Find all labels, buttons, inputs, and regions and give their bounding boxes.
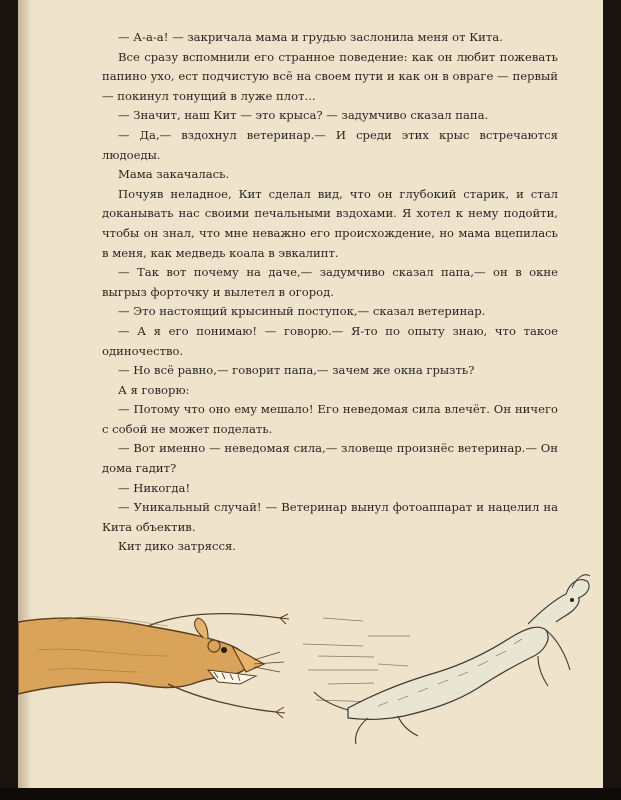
paragraph: — Потому что оно ему мешало! Его неведомая сила влечёт. Он ничего с собой не может поделать. (102, 402, 558, 436)
paragraph: Все сразу вспомнили его странное поведение: как он любит пожевать папино ухо, ест подчистую всё на своем пути и как он в овраге — первый — покинул тонущий в луже плот... (102, 49, 558, 103)
paragraph: — Так вот почему на даче,— задумчиво сказал папа,— он в окне выгрыз форточку и вылетел в огород. (102, 265, 558, 299)
paragraph: — А-а-а! — закричала мама и грудью заслонила меня от Кита. (118, 30, 503, 44)
paragraph: — Никогда! (118, 480, 191, 495)
paragraph: Мама закачалась. (118, 167, 230, 182)
paragraph: — Значит, наш Кит — это крыса? — задумчиво сказал папа. (118, 108, 489, 123)
paragraph: — Вот именно — неведомая сила,— зловеще произнёс ветеринар.— Он дома гадит? (102, 441, 558, 476)
page-text (102, 28, 558, 557)
paragraph: — Но всё равно,— говорит папа,— зачем же окна грызть? (118, 363, 475, 378)
paragraph: — Уникальный случай! — Ветеринар вынул фотоаппарат и нацелил на Кита объектив. (102, 500, 558, 534)
dog-drawing (314, 575, 590, 744)
paragraph: — А я его понимаю! — говорю.— Я-то по опыту знаю, что такое одиночество. (102, 323, 558, 358)
paragraph: — Да,— вздохнул ветеринар.— И среди этих крыс встречаются людоеды. (102, 127, 558, 162)
paragraph: А я говорю: (118, 382, 190, 397)
rat-chasing-dog-illustration (18, 560, 603, 788)
rat-drawing (18, 614, 289, 718)
paragraph: Кит дико затрясся. (118, 539, 236, 554)
paragraph: — Это настоящий крысиный поступок,— сказал ветеринар. (118, 304, 486, 319)
paragraph: Почуяв неладное, Кит сделал вид, что он глубокий старик, и стал доканывать нас своими печальными вздохами. Я хотел к нему подойти, чтобы он знал, что мне неважно его происхождение, но мама вцепилась в меня, как медведь коала в эвкалипт. (102, 186, 558, 260)
book-page (18, 0, 603, 788)
scan-bottom-edge (0, 788, 621, 800)
